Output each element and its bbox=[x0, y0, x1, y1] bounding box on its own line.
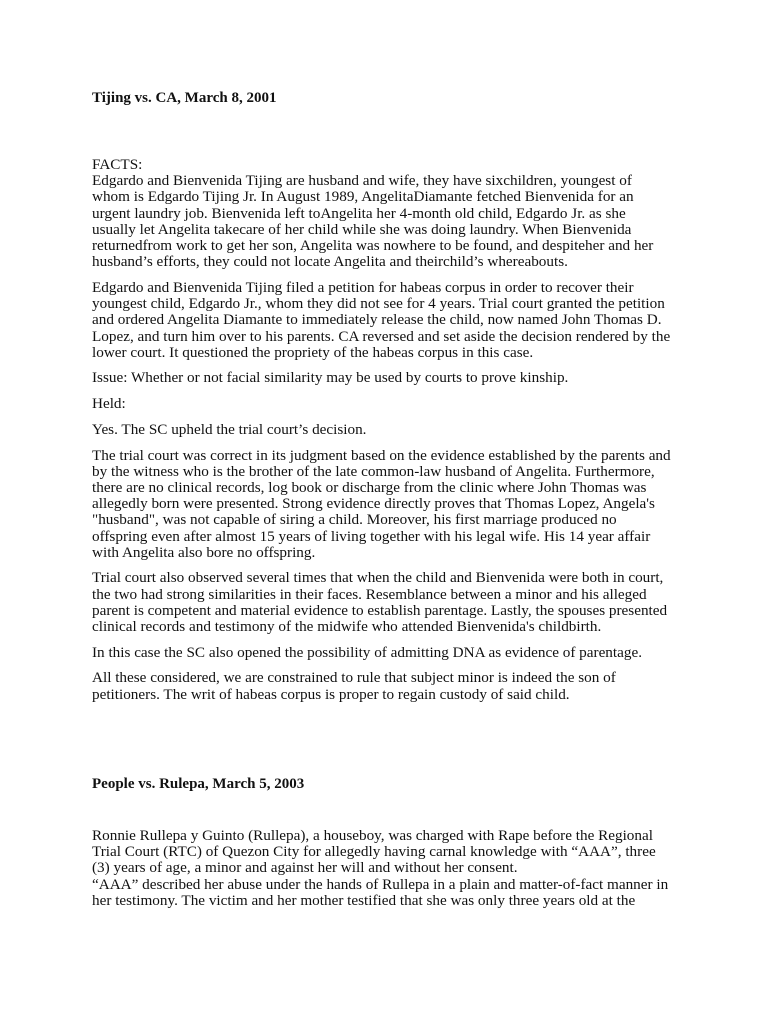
facts-section bbox=[92, 157, 672, 270]
case-body-tijing bbox=[92, 157, 672, 712]
case-body-rulepa bbox=[92, 828, 672, 909]
case-paragraph-text: “AAA” described her abuse under the hands of Rullepa in a plain and matter-of-fact manner in her testimony. The victim and her mother testified that she was only three years old at the bbox=[92, 875, 669, 909]
facts-heading: FACTS: bbox=[92, 156, 143, 173]
held-paragraph: In this case the SC also opened the possibility of admitting DNA as evidence of parentage. bbox=[92, 643, 642, 661]
held-paragraph: All these considered, we are constrained to rule that subject minor is indeed the son of petitioners. The writ of habeas corpus is proper to regain custody of said child. bbox=[92, 669, 616, 703]
facts-paragraph: Edgardo and Bienvenida Tijing are husband and wife, they have sixchildren, youngest of whom is Edgardo Tijing Jr. In August 1989, AngelitaDiamante fetched Bienvenida for an urgent laundry job. Bienvenida left toAngelita her 4-month old child, Edgardo Jr. as she usually let Angelita takecare of her child while she was doing laundry. When Bienvenida returnedfrom work to get her son, Angelita was nowhere to be found, and despiteher and her husband’s efforts, they could not locate Angelita and theirchild’s whereabouts. bbox=[92, 172, 654, 271]
case-title-rulepa: People vs. Rulepa, March 5, 2003 bbox=[92, 776, 305, 792]
held-paragraph: The trial court was correct in its judgment based on the evidence established by the parents and by the witness who is the brother of the late common-law husband of Angelita. Furthermore, there are no clinical records, log book or discharge from the clinic where John Thomas was allegedly born were presented. Strong evidence directly proves that Thomas Lopez, Angela's "husband", was not capable of siring a child. Moreover, his first marriage produced no offspring even after almost 15 years of living together with his legal wife. His 14 year affair with Angelita also bore no offspring. bbox=[92, 446, 671, 561]
issue-paragraph: Issue: Whether or not facial similarity may be used by courts to prove kinship. bbox=[92, 369, 569, 387]
held-heading: Held: bbox=[92, 395, 126, 413]
held-paragraph: Yes. The SC upheld the trial court’s decision. bbox=[92, 420, 367, 438]
case-title-tijing: Tijing vs. CA, March 8, 2001 bbox=[92, 90, 277, 106]
held-paragraph: Trial court also observed several times that when the child and Bienvenida were both in court, the two had strong similarities in their faces. Resemblance between a minor and his alleged parent is competent and material evidence to establish parentage. Lastly, the spouses presented clinical records and testimony of the midwife who attended Bienvenida's childbirth. bbox=[92, 569, 668, 636]
case-paragraph-text: Ronnie Rullepa y Guinto (Rullepa), a houseboy, was charged with Rape before the Regional Trial Court (RTC) of Quezon City for allegedly having carnal knowledge with “AAA”, three (3) years of age, a minor and against her will and without her consent. bbox=[92, 827, 656, 877]
facts-paragraph: Edgardo and Bienvenida Tijing filed a petition for habeas corpus in order to recover their youngest child, Edgardo Jr., whom they did not see for 4 years. Trial court granted the petition and ordered Angelita Diamante to immediately release the child, now named John Thomas D. Lopez, and turn him over to his parents. CA reversed and set aside the decision rendered by the lower court. It questioned the propriety of the habeas corpus in this case. bbox=[92, 278, 671, 361]
case-paragraph bbox=[92, 828, 672, 909]
